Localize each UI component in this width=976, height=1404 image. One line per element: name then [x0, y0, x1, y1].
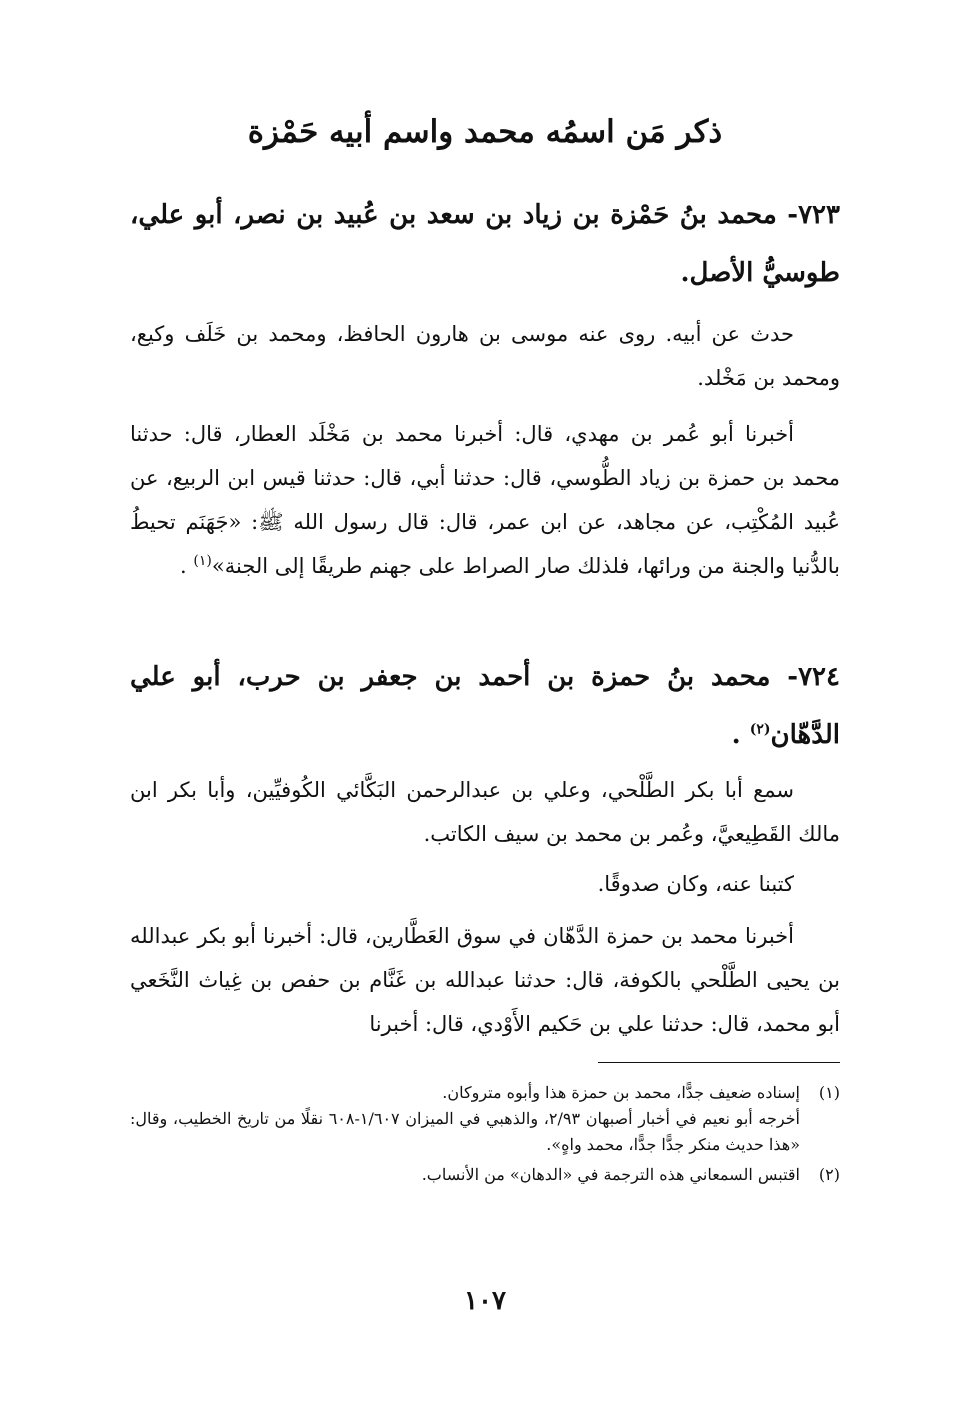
- entry-724-isnad: [130, 914, 840, 1046]
- footnote-1: [130, 1080, 840, 1106]
- entry-heading: [130, 648, 840, 764]
- entry-724: [130, 648, 840, 764]
- entry-heading: ٧٢٣- محمد بنُ حَمْزة بن زياد بن سعد بن عُبيد بن نصر، أبو علي، طوسيُّ الأصل.: [130, 200, 840, 288]
- footnote-number: (٢): [818, 1165, 840, 1184]
- footnote-ref-2[interactable]: (٢): [749, 721, 771, 738]
- paragraph: أخبرنا محمد بن حمزة الدَّهّان في سوق العَطَّارين، قال: أخبرنا أبو بكر عبدالله بن يحيى الطَّلْحي بالكوفة، قال: حدثنا عبدالله بن غَنَّام بن حفص بن غِياث النَّخَعي أبو محمد، قال: حدثنا علي بن حَكيم الأَوْدي، قال: أخبرنا: [130, 924, 840, 1036]
- chapter-title: ذكر مَن اسمُه محمد واسم أبيه حَمْزة: [247, 114, 723, 150]
- footnote-1-continued: أخرجه أبو نعيم في أخبار أصبهان ٢/٩٣، والذهبي في الميزان ١/٦٠٧-٦٠٨ نقلًا من تاريخ الخطيب، وقال: «هذا حديث منكر جدًّا جدًّا، محمد واهٍ».: [130, 1109, 801, 1154]
- paragraph: كتبنا عنه، وكان صدوقًا.: [597, 872, 794, 896]
- footnotes: [130, 1080, 840, 1188]
- hadith-text: أخبرنا أبو عُمر بن مهدي، قال: أخبرنا محمد بن مَخْلَد العطار، قال: حدثنا محمد بن حمزة بن زياد الطُّوسي، قال: حدثنا أبي، قال: حدثنا قيس ابن الربيع، عن عُبيد المُكْتِب، عن مجاهد، عن ابن عمر، قال: قال رسول الله ﷺ: «جَهَنَم تحيطُ بالدُّنيا والجنة من ورائها، فلذلك صار الصراط على جهنم طريقًا إلى الجنة»: [130, 422, 840, 578]
- footnote-text: إسناده ضعيف جدًّا، محمد بن حمزة هذا وأبوه متروكان.: [442, 1083, 800, 1102]
- footnote-number: (١): [818, 1083, 840, 1102]
- entry-723-body: [130, 312, 840, 400]
- paragraph: سمع أبا بكر الطَّلْحي، وعلي بن عبدالرحمن البَكَّائي الكُوفيِّين، وأبا بكر ابن مالك القَطِيعيَّ، وعُمر بن محمد بن سيف الكاتب.: [130, 778, 840, 846]
- paragraph: حدث عن أبيه. روى عنه موسى بن هارون الحافظ، ومحمد بن خَلَف وكيع، ومحمد بن مَخْلد.: [130, 322, 840, 390]
- footnote-ref-1[interactable]: (١): [193, 553, 212, 569]
- entry-724-note: [130, 862, 840, 906]
- entry-723-hadith: [130, 412, 840, 588]
- paragraph-tail: .: [180, 554, 194, 578]
- entry-724-body: [130, 768, 840, 856]
- entry-heading-text: ٧٢٤- محمد بنُ حمزة بن أحمد بن جعفر بن حرب، أبو علي الدَّهّان: [130, 662, 840, 750]
- heading-tail: .: [731, 720, 750, 750]
- entry-723: [130, 186, 840, 302]
- paragraph: [130, 412, 840, 588]
- footnote-text: اقتبس السمعاني هذه الترجمة في «الدهان» من الأنساب.: [421, 1165, 800, 1184]
- page-number: ١٠٧: [464, 1286, 506, 1316]
- footnote-2: [130, 1162, 840, 1188]
- footnote-divider: [598, 1062, 840, 1063]
